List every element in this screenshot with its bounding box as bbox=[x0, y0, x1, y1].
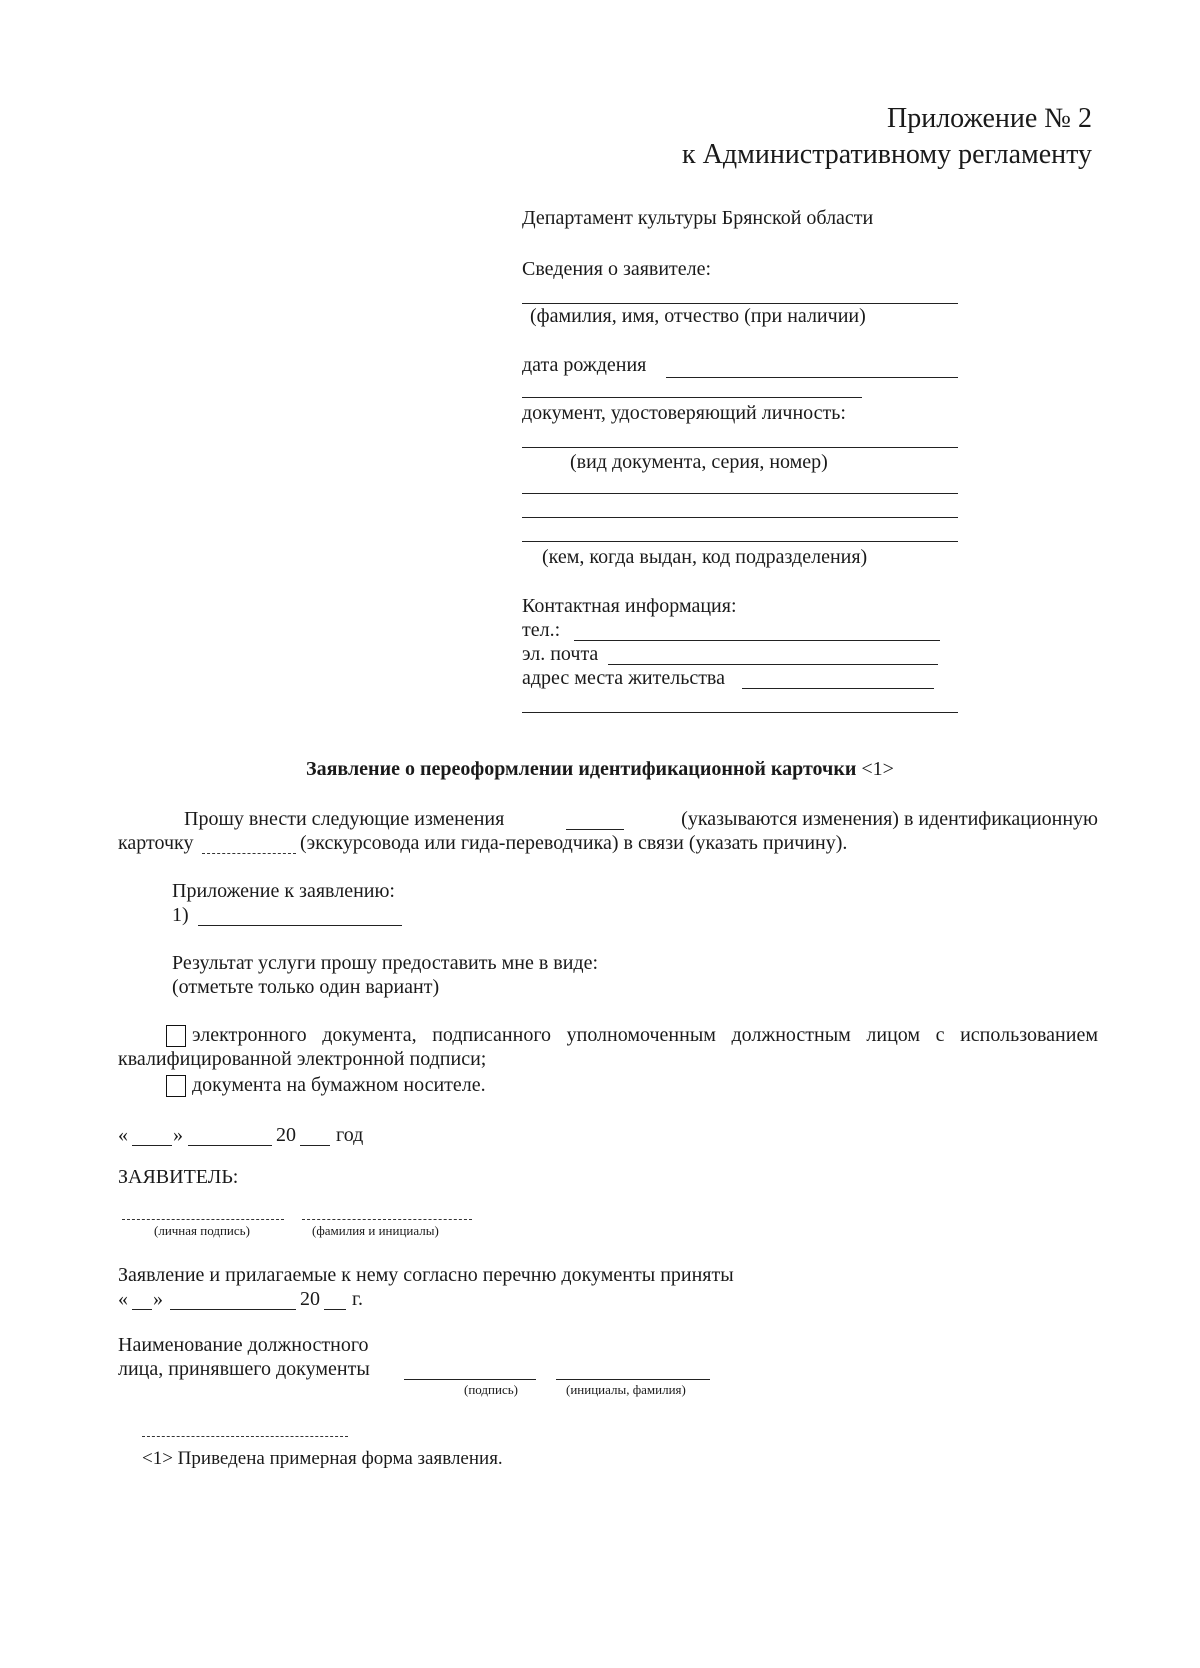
attachments-title: Приложение к заявлению: bbox=[172, 880, 395, 902]
electronic-option-label: электронного документа, подписанного уполномоченным должностным лицом с использованием bbox=[192, 1024, 1098, 1046]
birth-date-label: дата рождения bbox=[522, 354, 647, 376]
address-line-2[interactable] bbox=[522, 712, 958, 713]
appendix-number: Приложение № 2 bbox=[887, 103, 1092, 134]
date-year-suffix: год bbox=[336, 1124, 364, 1146]
request-text-1: Прошу внести следующие изменения bbox=[184, 808, 505, 830]
issued-caption: (кем, когда выдан, код подразделения) bbox=[542, 546, 868, 568]
phone-line[interactable] bbox=[574, 640, 940, 641]
applicant-name-line[interactable] bbox=[302, 1219, 472, 1220]
attachment-item-number: 1) bbox=[172, 904, 189, 926]
official-name-caption: (инициалы, фамилия) bbox=[566, 1382, 686, 1397]
card-type-line[interactable] bbox=[202, 853, 296, 854]
statement-title bbox=[0, 758, 1200, 781]
fio-caption: (фамилия, имя, отчество (при наличии) bbox=[530, 305, 866, 327]
statement-footnote-ref: <1> bbox=[861, 758, 894, 780]
document-caption: (вид документа, серия, номер) bbox=[570, 451, 828, 473]
email-line[interactable] bbox=[608, 664, 938, 665]
birth-date-line-2[interactable] bbox=[522, 397, 862, 398]
paper-option-label: документа на бумажном носителе. bbox=[192, 1074, 486, 1096]
footnote-separator bbox=[142, 1436, 348, 1437]
date-year-prefix: 20 bbox=[276, 1124, 296, 1146]
accepted-year-line[interactable] bbox=[324, 1309, 346, 1310]
id-document-label: документ, удостоверяющий личность: bbox=[522, 402, 846, 424]
official-name-line[interactable] bbox=[556, 1379, 710, 1380]
phone-label: тел.: bbox=[522, 619, 561, 641]
card-description: (экскурсовода или гида-переводчика) в связи (указать причину). bbox=[300, 832, 848, 854]
date-month-line[interactable] bbox=[188, 1145, 272, 1146]
accepted-date-close-quote: » bbox=[153, 1288, 163, 1310]
card-label: карточку bbox=[118, 832, 194, 854]
accepted-year-suffix: г. bbox=[352, 1288, 363, 1310]
changes-line[interactable] bbox=[566, 829, 624, 830]
applicant-info-title: Сведения о заявителе: bbox=[522, 258, 712, 280]
date-day-line[interactable] bbox=[132, 1145, 172, 1146]
contact-info-title: Контактная информация: bbox=[522, 595, 737, 617]
accepted-date-open-quote: « bbox=[118, 1288, 128, 1310]
address-label: адрес места жительства bbox=[522, 667, 725, 689]
date-year-line[interactable] bbox=[300, 1145, 330, 1146]
appendix-reference: к Административному регламенту bbox=[682, 139, 1092, 170]
signature-caption: (личная подпись) bbox=[154, 1223, 250, 1238]
electronic-option-checkbox[interactable] bbox=[166, 1025, 186, 1047]
date-open-quote: « bbox=[118, 1124, 128, 1146]
paper-option-checkbox[interactable] bbox=[166, 1075, 186, 1097]
id-document-line[interactable] bbox=[522, 447, 958, 448]
footnote: <1> Приведена примерная форма заявления. bbox=[142, 1448, 503, 1469]
applicant-label: ЗАЯВИТЕЛЬ: bbox=[118, 1166, 239, 1188]
date-close-quote: » bbox=[173, 1124, 183, 1146]
email-label: эл. почта bbox=[522, 643, 599, 665]
fio-line[interactable] bbox=[522, 303, 958, 304]
accepted-month-line[interactable] bbox=[170, 1309, 296, 1310]
statement-title-text: Заявление о переоформлении идентификационной карточки bbox=[306, 758, 857, 780]
issued-line-2[interactable] bbox=[522, 517, 958, 518]
official-signature-line[interactable] bbox=[404, 1379, 536, 1380]
birth-date-line[interactable] bbox=[666, 377, 958, 378]
name-caption: (фамилия и инициалы) bbox=[312, 1223, 439, 1238]
issued-line-1[interactable] bbox=[522, 493, 958, 494]
issued-line-3[interactable] bbox=[522, 541, 958, 542]
request-text-2: (указываются изменения) в идентификационную bbox=[681, 808, 1098, 830]
electronic-option-label-cont: квалифицированной электронной подписи; bbox=[118, 1048, 487, 1070]
accepted-day-line[interactable] bbox=[132, 1309, 152, 1310]
official-title-line2: лица, принявшего документы bbox=[118, 1358, 370, 1380]
applicant-signature-line[interactable] bbox=[122, 1219, 284, 1220]
result-instruction: Результат услуги прошу предоставить мне в виде: bbox=[172, 952, 599, 974]
official-title-line1: Наименование должностного bbox=[118, 1334, 369, 1356]
attachment-line[interactable] bbox=[198, 925, 402, 926]
accepted-year-prefix: 20 bbox=[300, 1288, 320, 1310]
addressee: Департамент культуры Брянской области bbox=[522, 207, 874, 229]
address-line[interactable] bbox=[742, 688, 934, 689]
official-signature-caption: (подпись) bbox=[464, 1382, 518, 1397]
accepted-text: Заявление и прилагаемые к нему согласно перечню документы приняты bbox=[118, 1264, 734, 1286]
result-note: (отметьте только один вариант) bbox=[172, 976, 440, 998]
